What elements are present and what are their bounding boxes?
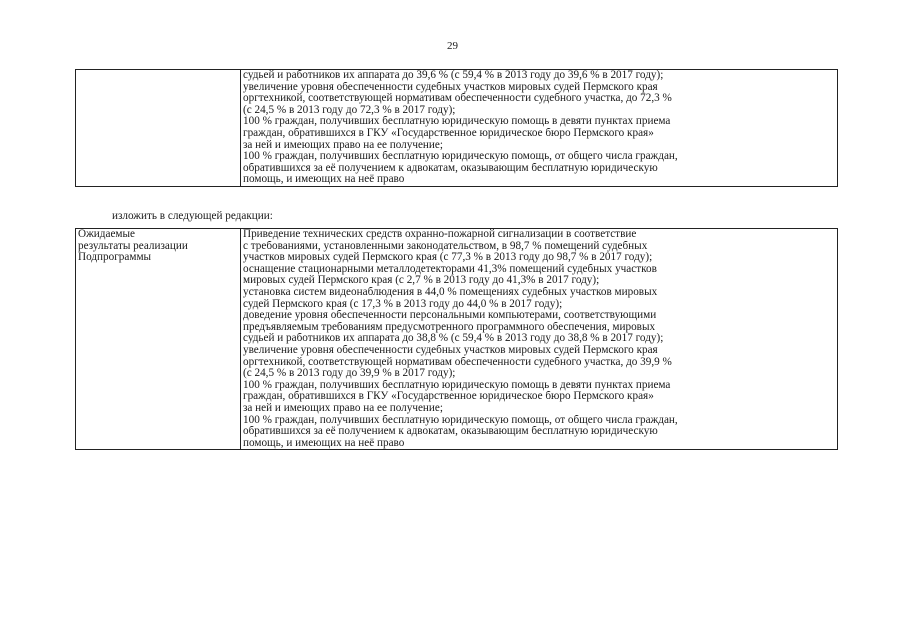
page-number: 29: [447, 40, 458, 52]
content-line: мировых судей Пермского края (с 2,7 % в 2013 году до 41,3% в 2017 году);: [243, 275, 600, 287]
content-line: судьей и работников их аппарата до 38,8 % (с 59,4 % в 2013 году до 38,8 % в 2017 году);: [243, 333, 664, 345]
content-line: обратившихся за её получением к адвокатам, оказывающим бесплатную юридическую: [243, 426, 658, 438]
new-edition-table: [75, 228, 838, 450]
content-line: (с 24,5 % в 2013 году до 72,3 % в 2017 году);: [243, 104, 456, 116]
intro-text: изложить в следующей редакции:: [112, 210, 273, 222]
label-line: Подпрограммы: [78, 252, 152, 264]
content-line: граждан, обратившихся в ГКУ «Государственное юридическое бюро Пермского края»: [243, 127, 654, 139]
content-line: судей Пермского края (с 17,3 % в 2013 году до 44,0 % в 2017 году);: [243, 298, 563, 310]
content-line: предъявляемым требованиям предусмотренного программного обеспечения, мировых: [243, 321, 656, 333]
label-cell-empty: [76, 70, 241, 187]
table-row: [76, 70, 838, 187]
content-line: 100 % граждан, получивших бесплатную юридическую помощь, от общего числа граждан,: [243, 151, 678, 163]
content-line: установка систем видеонаблюдения в 44,0 % помещениях судебных участков мировых: [243, 286, 658, 298]
table-row: [76, 229, 838, 450]
content-line: 100 % граждан, получивших бесплатную юридическую помощь в девяти пунктах приема: [243, 379, 671, 391]
content-line: помощь, и имеющих на неё право: [243, 174, 405, 186]
continued-table: [75, 69, 838, 187]
content-line: оснащение стационарными металлодетекторами 41,3% помещений судебных участков: [243, 263, 657, 275]
content-line: с требованиями, установленными законодательством, в 98,7 % помещений судебных: [243, 240, 648, 252]
content-cell: [241, 70, 838, 187]
label-cell: [76, 229, 241, 450]
content-line: оргтехникой, соответствующей нормативам обеспеченности судебного участка, до 39,9 %: [243, 356, 672, 368]
label-line: Ожидаемые: [78, 229, 135, 240]
content-cell: [241, 229, 838, 450]
content-line: за ней и имеющих право на ее получение;: [243, 139, 443, 151]
label-line: результаты реализации: [78, 240, 188, 252]
content-line: обратившихся за её получением к адвокатам, оказывающим бесплатную юридическую: [243, 162, 658, 174]
content-line: увеличение уровня обеспеченности судебных участков мировых судей Пермского края: [243, 81, 658, 93]
content-line: оргтехникой, соответствующей нормативам обеспеченности судебного участка, до 72,3 %: [243, 93, 672, 105]
content-line: помощь, и имеющих на неё право: [243, 437, 405, 449]
content-line: 100 % граждан, получивших бесплатную юридическую помощь, от общего числа граждан,: [243, 414, 678, 426]
content-line: 100 % граждан, получивших бесплатную юридическую помощь в девяти пунктах приема: [243, 116, 671, 128]
content-line: увеличение уровня обеспеченности судебных участков мировых судей Пермского края: [243, 344, 658, 356]
content-line: судьей и работников их аппарата до 39,6 % (с 59,4 % в 2013 году до 39,6 % в 2017 году);: [243, 70, 664, 81]
content-line: Приведение технических средств охранно-пожарной сигнализации в соответствие: [243, 229, 637, 240]
content-line: (с 24,5 % в 2013 году до 39,9 % в 2017 году);: [243, 368, 456, 380]
content-line: за ней и имеющих право на ее получение;: [243, 402, 443, 414]
content-line: доведение уровня обеспеченности персональными компьютерами, соответствующими: [243, 310, 657, 322]
content-line: граждан, обратившихся в ГКУ «Государственное юридическое бюро Пермского края»: [243, 391, 654, 403]
content-line: участков мировых судей Пермского края (с 77,3 % в 2013 году до 98,7 % в 2017 году);: [243, 252, 653, 264]
